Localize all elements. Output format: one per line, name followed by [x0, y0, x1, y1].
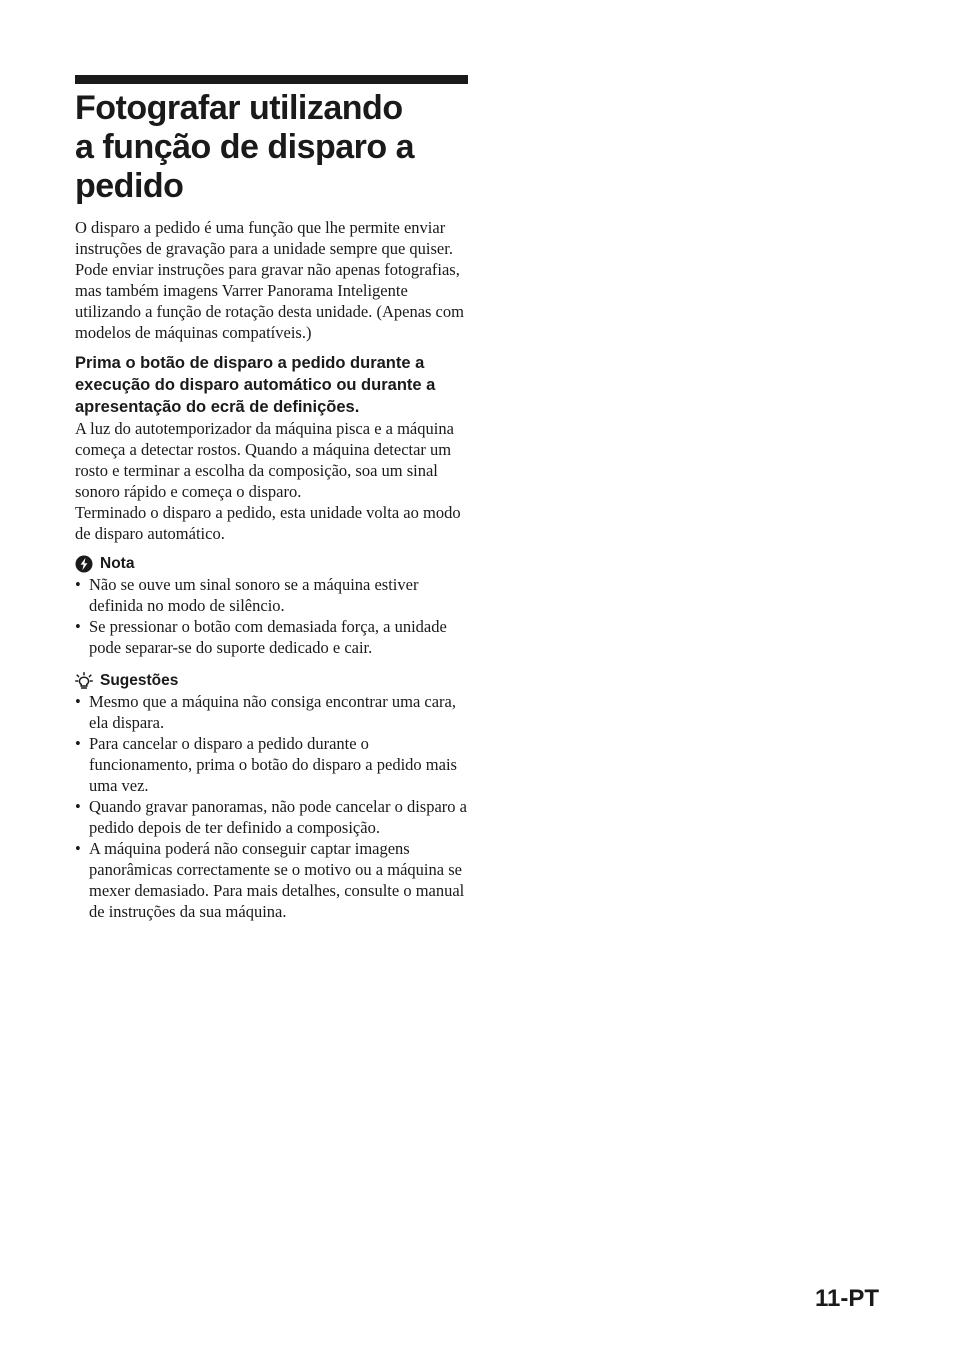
step-heading: Prima o botão de disparo a pedido durante a execução do disparo automático ou durante a apresentação do ecrã de definições. — [75, 354, 436, 416]
tips-list — [75, 691, 468, 922]
tips-heading — [75, 670, 468, 691]
note-item: • Se pressionar o botão com demasiada força, a unidade pode separar-se do suporte dedicado e cair. — [75, 616, 468, 658]
main-column — [75, 75, 468, 922]
title-rule — [75, 75, 468, 84]
page-number: 11-PT — [814, 1285, 879, 1312]
page-title-line-2: a função de disparo a — [75, 128, 415, 166]
page-title-line-3: pedido — [75, 167, 184, 205]
tips-heading-label: Sugestões — [100, 672, 179, 689]
note-item: • Não se ouve um sinal sonoro se a máquina estiver definida no modo de silêncio. — [75, 574, 468, 616]
page-title-line-1: Fotografar utilizando — [75, 89, 403, 127]
note-section — [75, 553, 468, 658]
page-title — [75, 89, 468, 206]
intro-paragraph-2: Pode enviar instruções para gravar não apenas fotografias, mas também imagens Varrer Panorama Inteligente utilizando a função de rotação desta unidade. (Apenas com modelos de máquinas compatíveis.) — [75, 260, 464, 342]
tips-section — [75, 670, 468, 922]
note-list — [75, 574, 468, 658]
tips-item: • Mesmo que a máquina não consiga encontrar uma cara, ela dispara. — [75, 691, 468, 733]
note-heading-label: Nota — [100, 555, 135, 572]
intro-paragraph-1: O disparo a pedido é uma função que lhe permite enviar instruções de gravação para a unidade sempre que quiser. — [75, 218, 453, 258]
tips-item: • Para cancelar o disparo a pedido durante o funcionamento, prima o botão do disparo a pedido mais uma vez. — [75, 733, 468, 796]
note-heading — [75, 553, 468, 574]
tips-item: • Quando gravar panoramas, não pode cancelar o disparo a pedido depois de ter definido a composição. — [75, 796, 468, 838]
lightbulb-icon — [75, 672, 93, 690]
step-paragraph-2: Terminado o disparo a pedido, esta unidade volta ao modo de disparo automático. — [75, 503, 461, 543]
tips-item: • A máquina poderá não conseguir captar imagens panorâmicas correctamente se o motivo ou a máquina se mexer demasiado. Para mais detalhes, consulte o manual de instruções da sua máquina. — [75, 838, 468, 922]
note-warning-icon — [75, 555, 93, 573]
step-paragraph-1: A luz do autotemporizador da máquina pisca e a máquina começa a detectar rostos. Quando a máquina detectar um rosto e terminar a escolha da composição, soa um sinal sonoro rápido e começa o disparo. — [75, 419, 454, 501]
